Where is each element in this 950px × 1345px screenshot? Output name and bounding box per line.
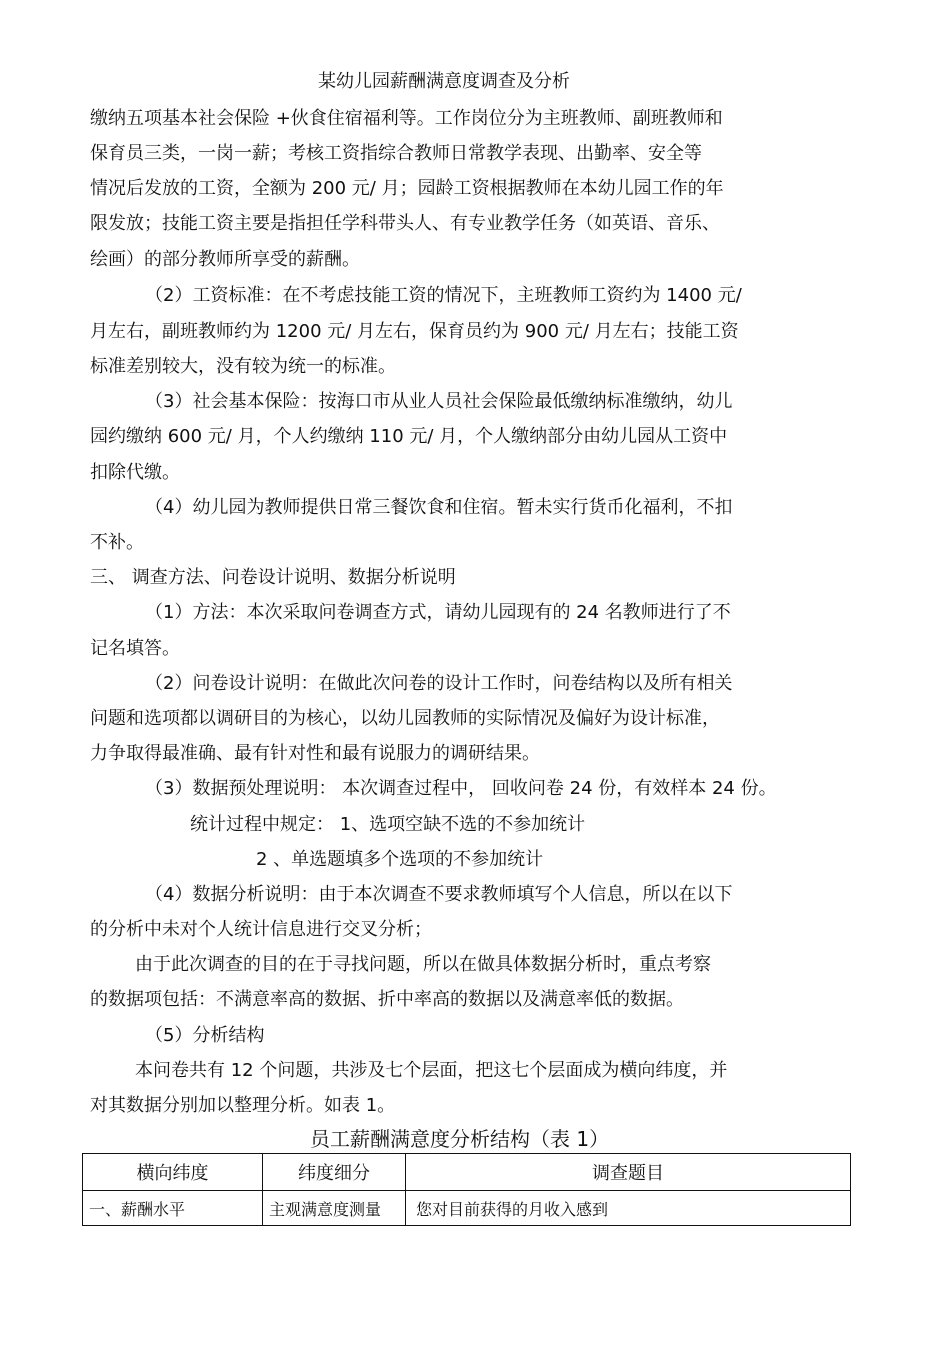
- paragraph-line: （4）数据分析说明：由于本次调查不要求教师填写个人信息，所以在以下: [145, 884, 733, 905]
- paragraph-line: 的分析中未对个人统计信息进行交叉分析；: [90, 919, 432, 940]
- column-header-question: 调查题目: [406, 1154, 851, 1191]
- paragraph-line: 力争取得最准确、最有针对性和最有说服力的调研结果。: [90, 743, 540, 764]
- paragraph-line: 本问卷共有 12 个问题，共涉及七个层面，把这七个层面成为横向纬度，并: [135, 1060, 728, 1081]
- paragraph-line: 园约缴纳 600 元/ 月，个人约缴纳 110 元/ 月，个人缴纳部分由幼儿园从工资中: [90, 426, 728, 447]
- paragraph-line: 记名填答。: [90, 638, 180, 659]
- paragraph-line: （2）问卷设计说明：在做此次问卷的设计工作时，问卷结构以及所有相关: [145, 673, 733, 694]
- paragraph-line: 统计过程中规定： 1、选项空缺不选的不参加统计: [190, 814, 586, 835]
- paragraph-line: 的数据项包括：不满意率高的数据、折中率高的数据以及满意率低的数据。: [90, 989, 684, 1010]
- table-cell: 主观满意度测量: [263, 1191, 406, 1226]
- paragraph-line: 缴纳五项基本社会保险 +伙食住宿福利等。工作岗位分为主班教师、副班教师和: [90, 108, 723, 129]
- paragraph-line: （2）工资标准：在不考虑技能工资的情况下，主班教师工资约为 1400 元/: [145, 285, 742, 306]
- section-heading: 三、 调查方法、问卷设计说明、数据分析说明: [90, 567, 456, 588]
- paragraph-line: 不补。: [90, 532, 144, 553]
- table-caption: 员工薪酬满意度分析结构（表 1）: [310, 1127, 610, 1151]
- paragraph-line: 保育员三类，一岗一薪；考核工资指综合教师日常教学表现、出勤率、安全等: [90, 143, 702, 164]
- paragraph-line: 扣除代缴。: [90, 462, 180, 483]
- paragraph-line: 月左右，副班教师约为 1200 元/ 月左右，保育员约为 900 元/ 月左右；技能工资: [90, 321, 739, 342]
- subsection-heading: （5）分析结构: [145, 1025, 265, 1046]
- table-header-row: [83, 1154, 851, 1191]
- paragraph-line: 情况后发放的工资，全额为 200 元/ 月；园龄工资根据教师在本幼儿园工作的年: [90, 178, 724, 199]
- table-cell: 一、薪酬水平: [83, 1191, 263, 1226]
- table-row: [83, 1191, 851, 1226]
- paragraph-line: 限发放；技能工资主要是指担任学科带头人、有专业教学任务（如英语、音乐、: [90, 213, 720, 234]
- paragraph-line: 标准差别较大，没有较为统一的标准。: [90, 356, 396, 377]
- paragraph-line: （1）方法：本次采取问卷调查方式，请幼儿园现有的 24 名教师进行了不: [145, 602, 731, 623]
- paragraph-line: 对其数据分别加以整理分析。如表 1。: [90, 1095, 396, 1116]
- paragraph-line: 2 、单选题填多个选项的不参加统计: [256, 849, 544, 870]
- paragraph-line: （3）社会基本保险：按海口市从业人员社会保险最低缴纳标准缴纳，幼儿: [145, 391, 733, 412]
- table-cell: 您对目前获得的月收入感到: [406, 1191, 851, 1226]
- paragraph-line: 由于此次调查的目的在于寻找问题，所以在做具体数据分析时，重点考察: [135, 954, 711, 975]
- analysis-structure-table: [82, 1153, 851, 1226]
- paragraph-line: （3）数据预处理说明： 本次调查过程中， 回收问卷 24 份，有效样本 24 份。: [145, 778, 777, 799]
- page-title: 某幼儿园薪酬满意度调查及分析: [318, 71, 570, 92]
- paragraph-line: 问题和选项都以调研目的为核心，以幼儿园教师的实际情况及偏好为设计标准，: [90, 708, 720, 729]
- column-header-dimension: 横向纬度: [83, 1154, 263, 1191]
- paragraph-line: （4）幼儿园为教师提供日常三餐饮食和住宿。暂未实行货币化福利，不扣: [145, 497, 733, 518]
- paragraph-line: 绘画）的部分教师所享受的薪酬。: [90, 249, 360, 270]
- column-header-subdivision: 纬度细分: [263, 1154, 406, 1191]
